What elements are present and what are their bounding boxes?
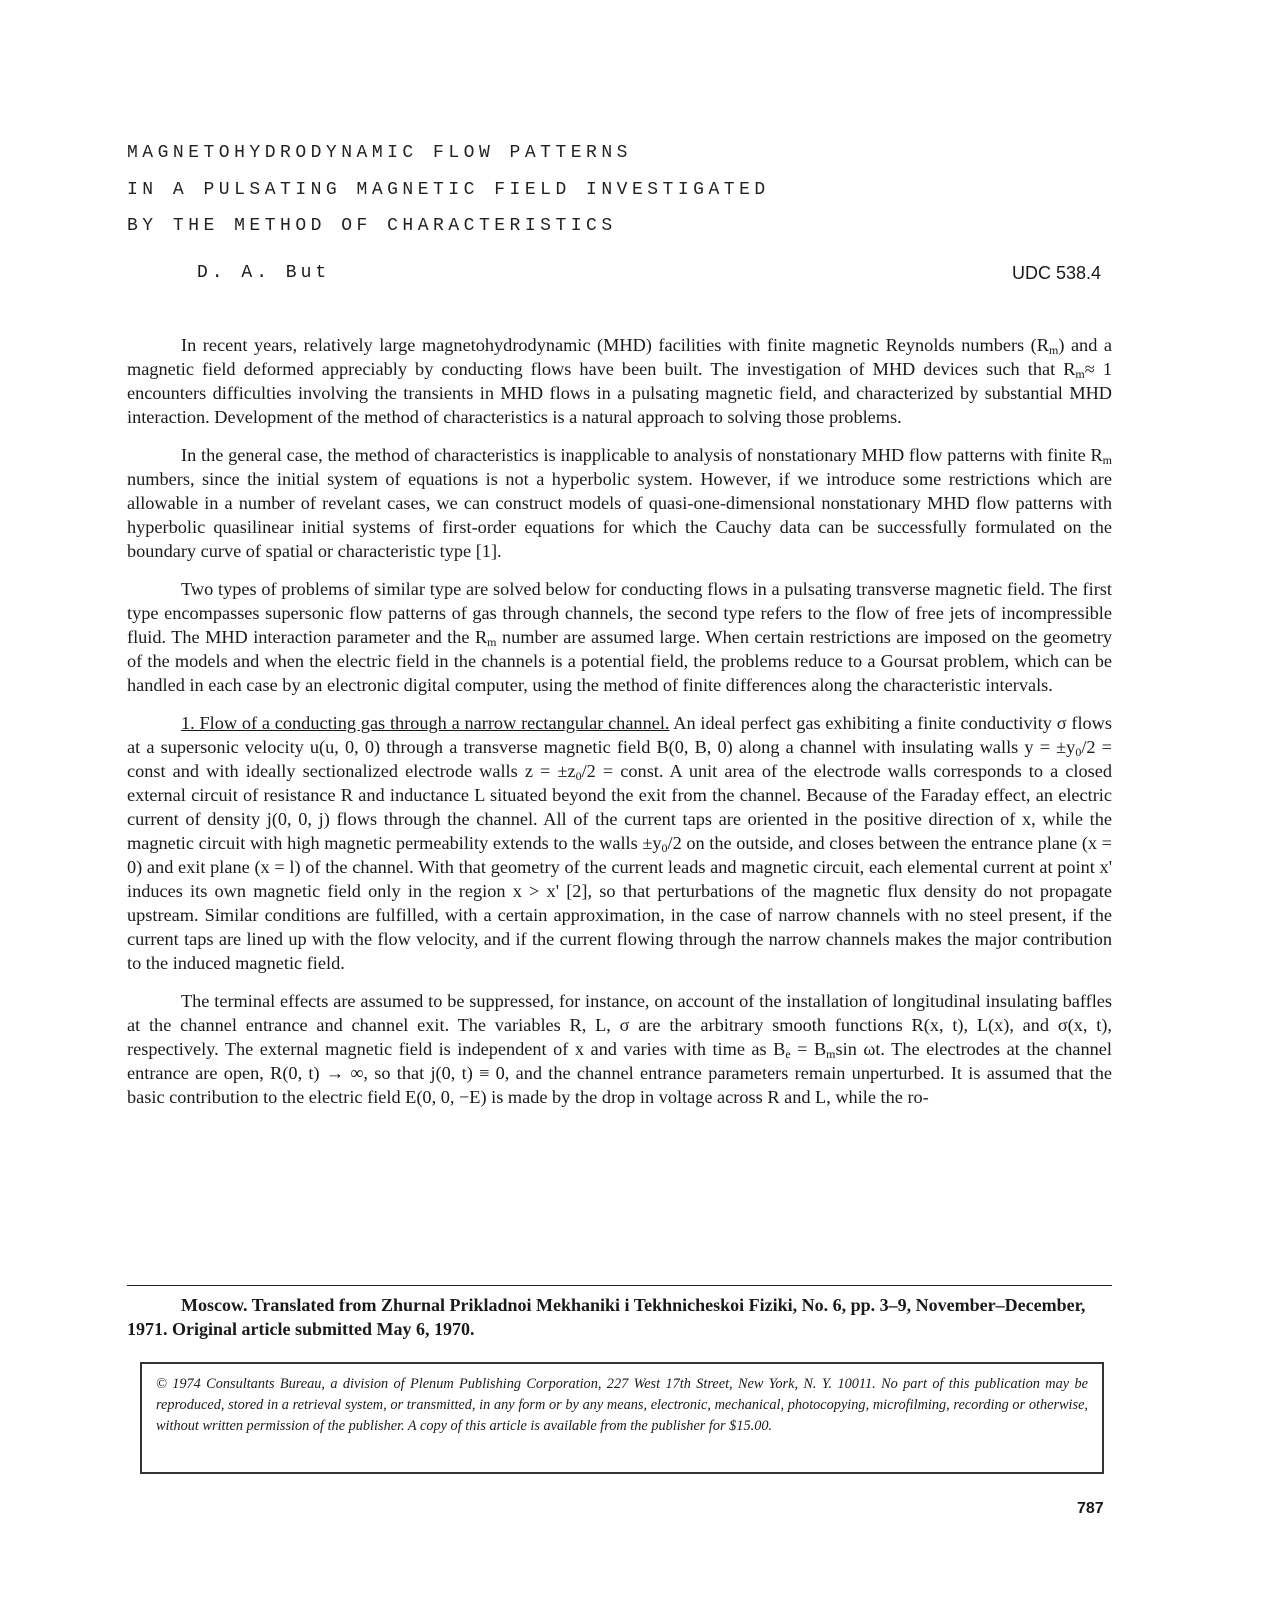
section-heading: 1. Flow of a conducting gas through a narrow rectangular channel. bbox=[181, 713, 670, 733]
paragraph-4: 1. Flow of a conducting gas through a narrow rectangular channel. An ideal perfect gas exhibiting a finite conductivity σ flows at a supersonic velocity u(u, 0, 0) through a transverse magnetic field B(0, B, 0) along a channel with insulating walls $y = \pm y_0/2$ = const and with ideally sectionalized electrode walls $z = \pm z_0/2$ = const. A unit area of the electrode walls corresponds to a closed external circuit of resistance R and inductance L situated beyond the exit from the channel. Because of the Faraday effect, an electric current of density j(0, 0, j) flows through the channel. All of the current taps are oriented in the positive direction of x, while the magnetic circuit with high magnetic permeability extends to the walls $\pm y_0/2$ on the outside, and closes between the entrance plane (x = 0) and exit plane (x = l) of the channel. With that geometry of the current leads and magnetic circuit, each elemental current at point x' induces its own magnetic field only in the region x > x' [2], so that perturbations of the magnetic flux density do not propagate upstream. Similar conditions are fulfilled, with a certain approximation, in the case of narrow channels with no steel present, if the current taps are lined up with the flow velocity, and if the current flowing through the narrow channels makes the major contribution to the induced magnetic field. bbox=[127, 713, 1112, 973]
paragraph-5: The terminal effects are assumed to be suppressed, for instance, on account of the installation of longitudinal insulating baffles at the channel entrance and channel exit. The variables R, L, σ are the arbitrary smooth functions R(x, t), L(x), and σ(x, t), respectively. The external magnetic field is independent of x and varies with time as $B_e = B_m\sin$ ωt. The electrodes at the channel entrance are open, R(0, t) → ∞, so that j(0, t) ≡ 0, and the channel entrance parameters remain unperturbed. It is assumed that the basic contribution to the electric field E(0, 0, −E) is made by the drop in voltage across R and L, while the ro- bbox=[127, 991, 1112, 1107]
paragraph-3: Two types of problems of similar type are solved below for conducting flows in a pulsating transverse magnetic field. The first type encompasses supersonic flow patterns of gas through channels, the second type refers to the flow of free jets of incompressible fluid. The MHD interaction parameter and the $R_m$ number are assumed large. When certain restrictions are imposed on the geometry of the models and when the electric field in the channels is a potential field, the problems reduce to a Goursat problem, which can be handled in each case by an electronic digital computer, using the method of finite differences along the characteristic intervals. bbox=[127, 579, 1112, 695]
udc-code: UDC 538.4 bbox=[1012, 263, 1102, 283]
author: D. A. But bbox=[197, 263, 331, 283]
title-line-1: MAGNETOHYDRODYNAMIC FLOW PATTERNS bbox=[127, 143, 632, 163]
copyright-box bbox=[140, 1362, 1104, 1474]
title-line-3: BY THE METHOD OF CHARACTERISTICS bbox=[127, 216, 617, 236]
footnote-divider bbox=[127, 1285, 1112, 1286]
paragraph-1: In recent years, relatively large magnetohydrodynamic (MHD) facilities with finite magnetic Reynolds numbers $(R_m)$ and a magnetic field deformed appreciably by conducting flows have been built. The investigation of MHD devices such that $R_m\approx 1$ encounters difficulties involving the transients in MHD flows in a pulsating magnetic field, and characterized by substantial MHD interaction. Development of the method of characteristics is a natural approach to solving those problems. bbox=[127, 335, 1112, 427]
title-line-2: IN A PULSATING MAGNETIC FIELD INVESTIGATED bbox=[127, 180, 770, 200]
paragraph-2: In the general case, the method of characteristics is inapplicable to analysis of nonstationary MHD flow patterns with finite $R_m$ numbers, since the initial system of equations is not a hyperbolic system. However, if we introduce some restrictions which are allowable in a number of revelant cases, we can construct models of quasi-one-dimensional nonstationary MHD flow patterns with hyperbolic quasilinear initial systems of first-order equations for which the Cauchy data can be successfully formulated on the boundary curve of spatial or characteristic type [1]. bbox=[127, 445, 1112, 561]
copyright-notice: © 1974 Consultants Bureau, a division of Plenum Publishing Corporation, 227 West 17th Street, New York, N. Y. 10011. No part of this publication may be reproduced, stored in a retrieval system, or transmitted, in any form or by any means, electronic, mechanical, photocopying, microfilming, recording or otherwise, without written permission of the publisher. A copy of this article is available from the publisher for $15.00. bbox=[156, 1376, 1088, 1434]
footnote: Moscow. Translated from Zhurnal Prikladnoi Mekhaniki i Tekhnicheskoi Fiziki, No. 6, pp. 3–9, November–December, 1971. Original article submitted May 6, 1970. bbox=[127, 1295, 1086, 1339]
article-body bbox=[127, 333, 1112, 1123]
page-number: 787 bbox=[1077, 1500, 1104, 1517]
